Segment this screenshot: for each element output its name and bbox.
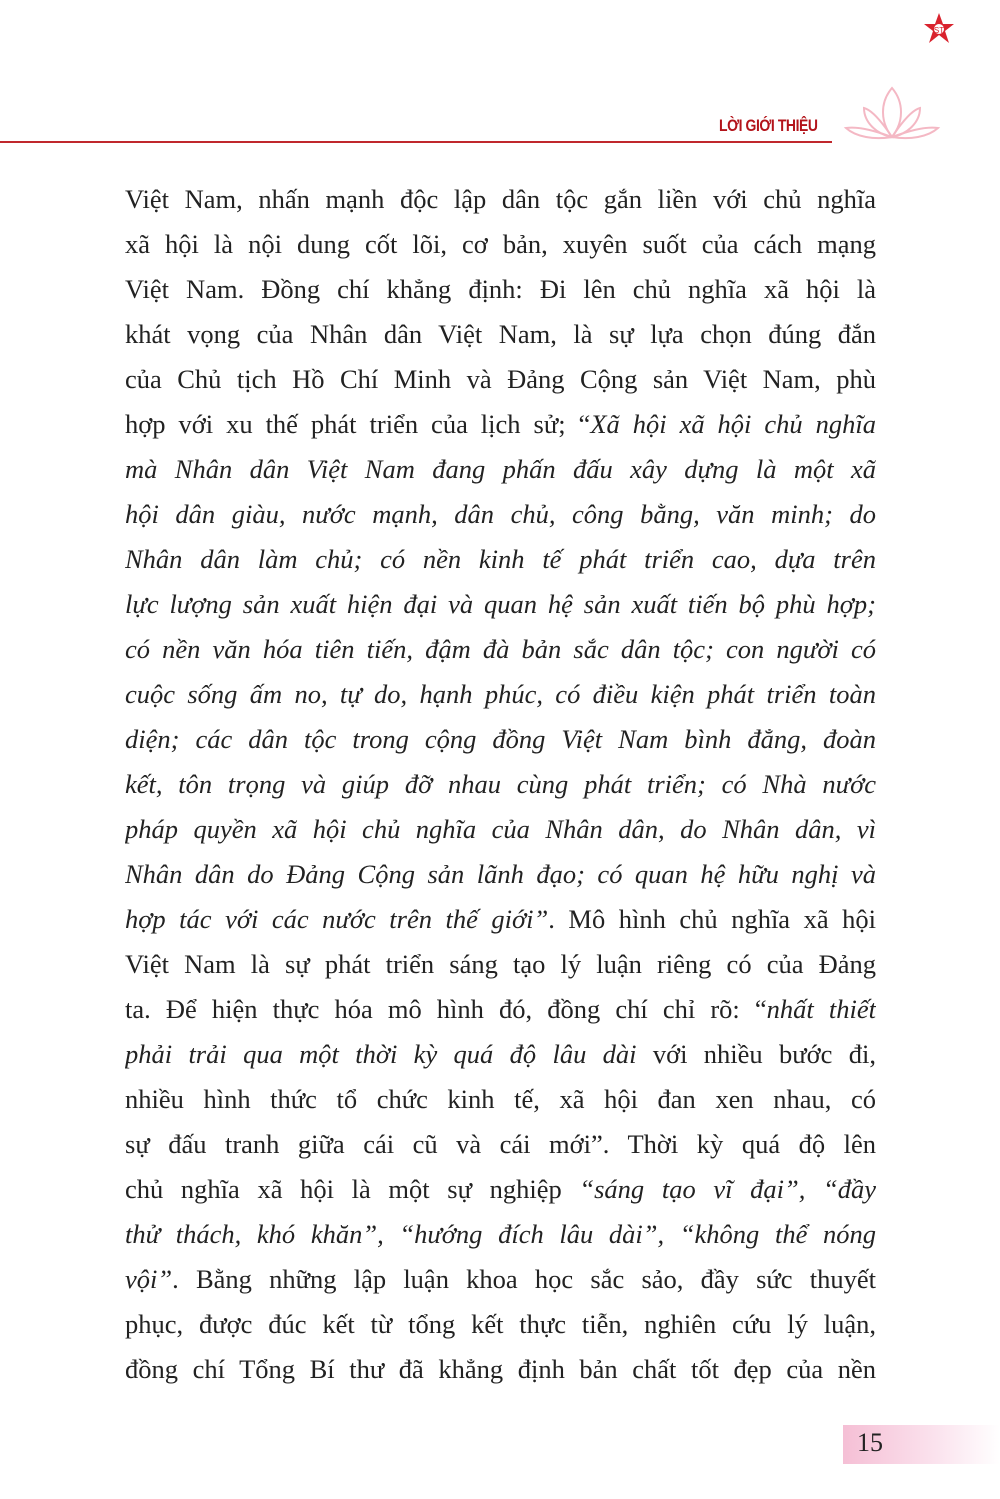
italic-quote-segment: Xã hội xã hội chủ nghĩa — [590, 409, 876, 439]
text-segment: đồng chí Tổng Bí thư đã khẳng định bản chất tốt đẹp của nền — [125, 1354, 876, 1384]
text-line — [125, 1033, 876, 1078]
page-number: 15 — [857, 1428, 883, 1457]
text-segment: Việt Nam là sự phát triển sáng tạo lý luận riêng có của Đảng — [125, 949, 876, 979]
italic-quote-segment: hội dân giàu, nước mạnh, dân chủ, công bằng, văn minh; do — [125, 499, 876, 529]
italic-quote-segment: kết, tôn trọng và giúp đỡ nhau cùng phát triển; có Nhà nước — [125, 769, 876, 799]
text-segment: . Mô hình chủ nghĩa xã hội — [548, 904, 876, 934]
text-line — [125, 448, 876, 493]
italic-quote-segment: diện; các dân tộc trong cộng đồng Việt Nam bình đẳng, đoàn — [125, 724, 876, 754]
text-line — [125, 898, 876, 943]
text-line — [125, 223, 876, 268]
text-line — [125, 1123, 876, 1168]
text-segment: Việt Nam, nhấn mạnh độc lập dân tộc gắn liền với chủ nghĩa — [125, 184, 876, 214]
text-segment: khát vọng của Nhân dân Việt Nam, là sự lựa chọn đúng đắn — [125, 319, 876, 349]
italic-quote-segment: “sáng tạo vĩ đại”, “đầy — [579, 1174, 876, 1204]
text-segment: xã hội là nội dung cốt lõi, cơ bản, xuyên suốt của cách mạng — [125, 229, 876, 259]
text-line — [125, 493, 876, 538]
section-title: LỜI GIỚI THIỆU — [719, 116, 818, 135]
italic-quote-segment: vội” — [125, 1264, 173, 1294]
text-segment: ta. Để hiện thực hóa mô hình đó, đồng chí chỉ rõ: “ — [125, 994, 767, 1024]
text-segment: sự đấu tranh giữa cái cũ và cái mới”. Thời kỳ quá độ lên — [125, 1129, 876, 1159]
italic-quote-segment: lực lượng sản xuất hiện đại và quan hệ sản xuất tiến bộ phù hợp; — [125, 589, 876, 619]
text-segment: . Bằng những lập luận khoa học sắc sảo, đầy sức thuyết — [172, 1264, 876, 1294]
text-segment: chủ nghĩa xã hội là một sự nghiệp — [125, 1174, 580, 1204]
italic-quote-segment: Nhân dân làm chủ; có nền kinh tế phát triển cao, dựa trên — [125, 544, 876, 574]
italic-quote-segment: nhất thiết — [766, 994, 876, 1024]
text-line — [125, 1303, 876, 1348]
italic-quote-segment: phải trải qua một thời kỳ quá độ lâu dài — [125, 1039, 637, 1069]
text-segment: với nhiều bước đi, — [636, 1039, 876, 1069]
italic-quote-segment: pháp quyền xã hội chủ nghĩa của Nhân dân, do Nhân dân, vì — [125, 814, 876, 844]
text-line — [125, 583, 876, 628]
italic-quote-segment: thử thách, khó khăn”, “hướng đích lâu dài”, “không thể nóng — [125, 1219, 876, 1249]
text-line — [125, 1213, 876, 1258]
text-line — [125, 538, 876, 583]
text-segment: hợp với xu thế phát triển của lịch sử; “ — [125, 409, 591, 439]
text-line — [125, 943, 876, 988]
italic-quote-segment: Nhân dân do Đảng Cộng sản lãnh đạo; có quan hệ hữu nghị và — [125, 859, 876, 889]
text-line — [125, 1258, 876, 1303]
italic-quote-segment: có nền văn hóa tiên tiến, đậm đà bản sắc dân tộc; con người có — [125, 634, 876, 664]
text-line — [125, 628, 876, 673]
text-line — [125, 673, 876, 718]
text-segment: nhiều hình thức tổ chức kinh tế, xã hội đan xen nhau, có — [125, 1084, 876, 1114]
lotus-icon — [842, 82, 942, 144]
text-line — [125, 358, 876, 403]
text-line — [125, 178, 876, 223]
italic-quote-segment: hợp tác với các nước trên thế giới” — [125, 904, 549, 934]
body-text — [125, 178, 876, 1393]
text-segment: Việt Nam. Đồng chí khẳng định: Đi lên chủ nghĩa xã hội là — [125, 274, 876, 304]
italic-quote-segment: cuộc sống ấm no, tự do, hạnh phúc, có điều kiện phát triển toàn — [125, 679, 876, 709]
svg-text:ST: ST — [933, 26, 945, 35]
text-segment: của Chủ tịch Hồ Chí Minh và Đảng Cộng sản Việt Nam, phù — [125, 364, 876, 394]
header-rule — [0, 141, 832, 143]
text-line — [125, 1078, 876, 1123]
text-line — [125, 1348, 876, 1393]
text-line — [125, 268, 876, 313]
text-line — [125, 853, 876, 898]
text-line — [125, 808, 876, 853]
italic-quote-segment: mà Nhân dân Việt Nam đang phấn đấu xây dựng là một xã — [125, 454, 876, 484]
text-line — [125, 403, 876, 448]
text-line — [125, 313, 876, 358]
text-segment: phục, được đúc kết từ tổng kết thực tiễn, nghiên cứu lý luận, — [125, 1309, 876, 1339]
text-line — [125, 718, 876, 763]
publisher-star-logo-icon — [922, 12, 956, 46]
text-line — [125, 988, 876, 1033]
text-line — [125, 763, 876, 808]
text-line — [125, 1168, 876, 1213]
